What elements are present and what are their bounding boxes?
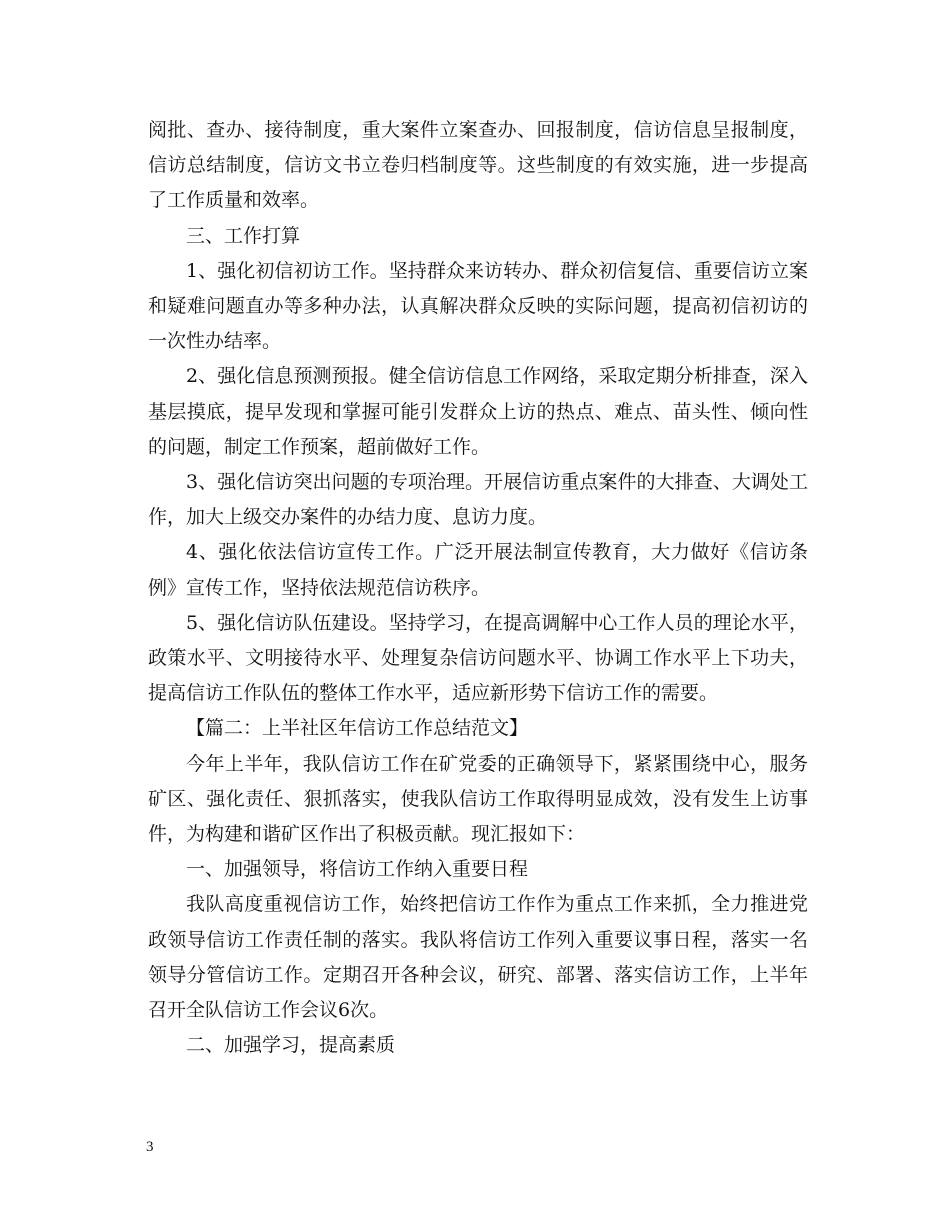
- paragraph-plan-item-3: 3、强化信访突出问题的专项治理。开展信访重点案件的大排查、大调处工作，加大上级交办案件的办结力度、息访力度。: [148, 471, 808, 529]
- heading-strengthen-leadership: 一、加强领导，将信访工作纳入重要日程: [186, 858, 529, 881]
- heading-work-plan: 三、工作打算: [186, 224, 301, 247]
- heading-strengthen-study: 二、加强学习，提高素质: [186, 1034, 396, 1057]
- section-title-part-two: 【篇二：上半社区年信访工作总结范文】: [186, 717, 529, 740]
- paragraph-regulations: 阅批、查办、接待制度，重大案件立案查办、回报制度，信访信息呈报制度，信访总结制度，信访文书立卷归档制度等。这些制度的有效实施，进一步提高了工作质量和效率。: [148, 119, 808, 212]
- paragraph-plan-item-5: 5、强化信访队伍建设。坚持学习，在提高调解中心工作人员的理论水平，政策水平、文明接待水平、处理复杂信访问题水平、协调工作水平上下功夫，提高信访工作队伍的整体工作水平，适应新形势下信访工作的需要。: [148, 611, 808, 705]
- paragraph-plan-item-4: 4、强化依法信访宣传工作。广泛开展法制宣传教育，大力做好《信访条例》宣传工作，坚持依法规范信访秩序。: [148, 541, 808, 599]
- page-number: 3: [146, 1139, 154, 1155]
- document-body: [148, 113, 808, 1063]
- paragraph-leadership: 我队高度重视信访工作，始终把信访工作作为重点工作来抓，全力推进党政领导信访工作责任制的落实。我队将信访工作列入重要议事日程，落实一名领导分管信访工作。定期召开各种会议，研究、部署、落实信访工作，上半年召开全队信访工作会议6次。: [148, 893, 808, 1022]
- paragraph-plan-item-2: 2、强化信息预测预报。健全信访信息工作网络，采取定期分析排查，深入基层摸底，提早发现和掌握可能引发群众上访的热点、难点、苗头性、倾向性的问题，制定工作预案，超前做好工作。: [148, 365, 808, 458]
- paragraph-plan-item-1: 1、强化初信初访工作。坚持群众来访转办、群众初信复信、重要信访立案和疑难问题直办等多种办法，认真解决群众反映的实际问题，提高初信初访的一次性办结率。: [148, 259, 808, 353]
- paragraph-intro: 今年上半年，我队信访工作在矿党委的正确领导下，紧紧围绕中心，服务矿区、强化责任、狠抓落实，使我队信访工作取得明显成效，没有发生上访事件，为构建和谐矿区作出了积极贡献。现汇报如下：: [148, 752, 808, 846]
